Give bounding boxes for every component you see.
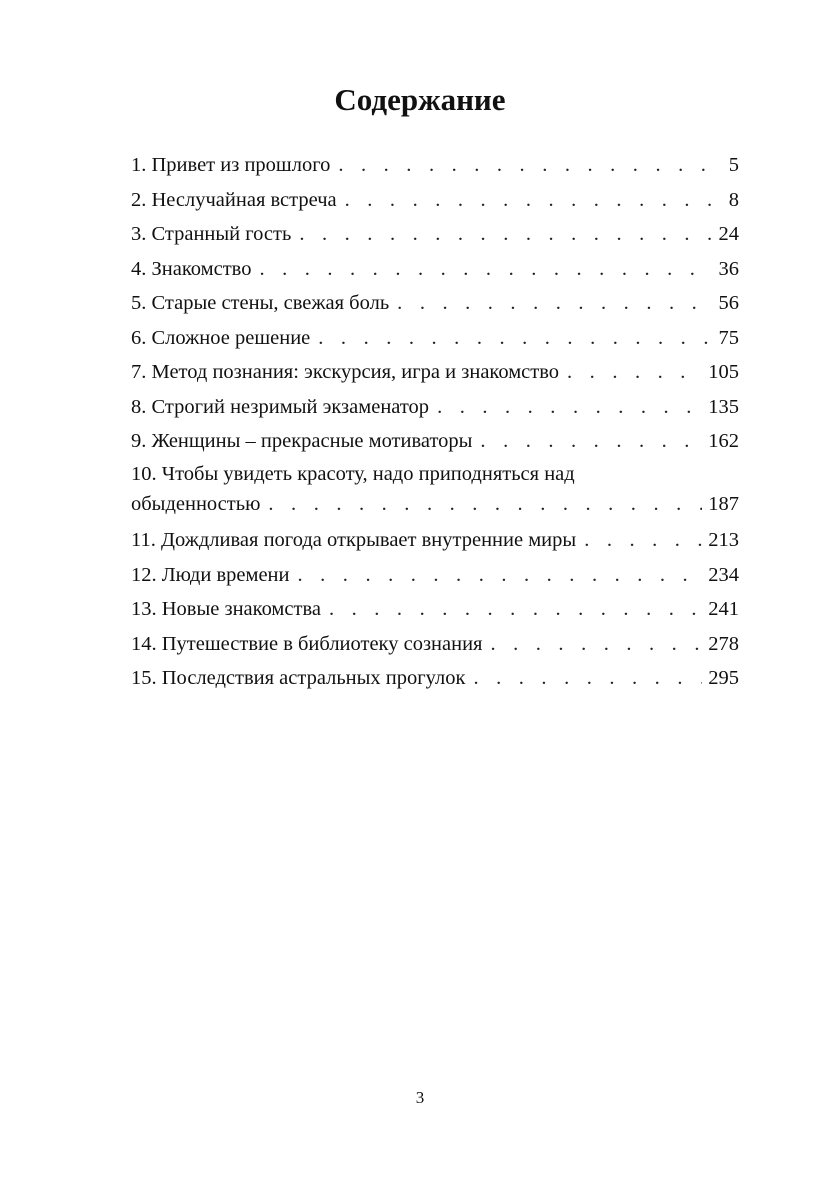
toc-entry-title: 9. Женщины – прекрасные мотиваторы [131,430,473,452]
toc-entry-title: 7. Метод познания: экскурсия, игра и знакомство [131,361,560,383]
toc-entry[interactable] [131,252,739,287]
toc-entry-title-continued: обыденностью [131,492,261,515]
dot-leader [299,217,711,252]
dot-leader [268,489,702,519]
toc-entry-page: 36 [718,257,739,280]
toc-entry[interactable] [131,459,739,524]
toc-entry[interactable] [131,355,739,390]
dot-leader [338,148,711,183]
toc-entry-page: 135 [708,395,739,418]
toc-entry-title: 2. Неслучайная встреча [131,188,337,211]
toc-entry-page: 187 [708,492,739,515]
toc-entry-title: 15. Последствия астральных прогулок [131,667,466,689]
toc-entry-page: 75 [718,326,739,349]
dot-leader [567,355,702,390]
table-of-contents [131,148,739,696]
dot-leader [397,286,711,321]
toc-entry-title: 14. Путешествие в библиотеку сознания [131,632,483,655]
dot-leader [318,321,711,356]
toc-entry-continuation [131,489,739,524]
toc-entry-page: 213 [708,529,739,551]
toc-entry[interactable] [131,148,739,183]
toc-entry-title: 12. Люди времени [131,563,290,586]
toc-entry[interactable] [131,661,739,696]
toc-entry-title: 1. Привет из прошлого [131,154,331,176]
page-number: 3 [415,1088,425,1107]
page-title: Содержание [334,82,506,117]
toc-entry[interactable] [131,523,739,558]
toc-entry[interactable] [131,558,739,593]
toc-entry-title: 13. Новые знакомства [131,598,321,620]
toc-entry-page: 295 [708,667,739,689]
dot-leader [437,390,702,425]
toc-entry-page: 8 [728,188,739,211]
toc-entry-page: 278 [708,632,739,655]
dot-leader [298,558,703,593]
toc-entry-page: 241 [708,598,739,620]
toc-entry-page: 234 [708,563,739,586]
toc-entry-title: 6. Сложное решение [131,326,311,349]
dot-leader [584,523,702,558]
toc-entry-title: 5. Старые стены, свежая боль [131,292,390,314]
toc-entry[interactable] [131,627,739,662]
toc-entry[interactable] [131,183,739,218]
toc-entry[interactable] [131,592,739,627]
toc-entry-page: 24 [718,223,739,245]
toc-entry-title: 8. Строгий незримый экзаменатор [131,395,430,418]
dot-leader [259,252,711,287]
toc-entry[interactable] [131,390,739,425]
dot-leader [490,627,702,662]
toc-entry[interactable] [131,217,739,252]
toc-entry-title: 3. Странный гость [131,223,292,245]
toc-entry[interactable] [131,321,739,356]
toc-entry-page: 162 [708,430,739,452]
dot-leader [480,424,702,459]
toc-entry-title: 10. Чтобы увидеть красоту, надо приподняться над [131,462,575,485]
toc-entry-title: 4. Знакомство [131,257,252,280]
toc-entry-page: 56 [718,292,739,314]
toc-entry-title: 11. Дождливая погода открывает внутренние миры [131,529,577,551]
toc-entry[interactable] [131,286,739,321]
dot-leader [329,592,702,627]
toc-entry[interactable] [131,424,739,459]
toc-entry-page: 5 [728,154,739,176]
toc-entry-page: 105 [708,361,739,383]
dot-leader [473,661,702,696]
dot-leader [345,183,711,218]
